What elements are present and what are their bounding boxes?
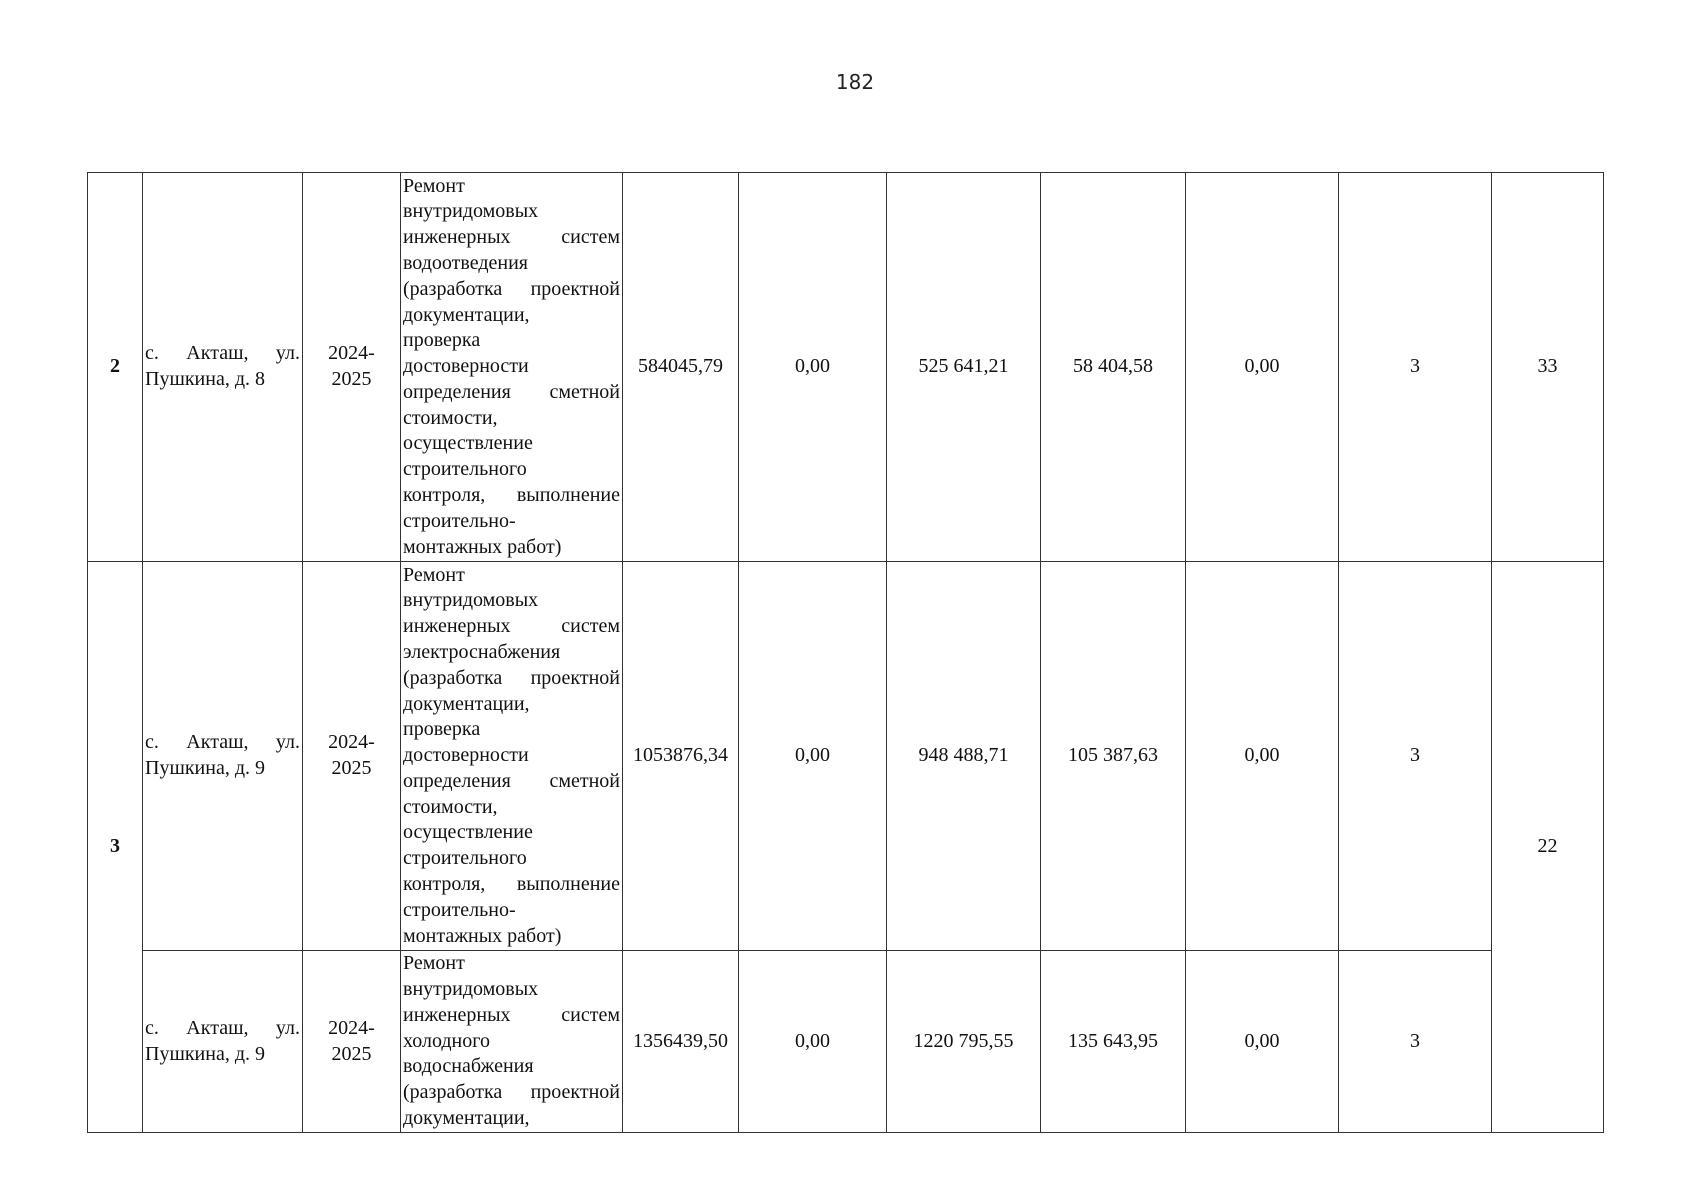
desc-line: монтажных работ) [403, 535, 562, 558]
value-cell: 33 [1492, 173, 1604, 562]
desc-line: (разработка проектной [403, 1081, 620, 1104]
address-line: с. Акташ, ул. [145, 342, 300, 365]
desc-line: строительно- [403, 898, 516, 921]
desc-line: Ремонт [403, 563, 465, 586]
desc-line: стоимости, [403, 795, 498, 818]
desc-line: (разработка проектной [403, 666, 620, 689]
address-line: Пушкина, д. 9 [145, 1042, 266, 1065]
desc-line: Ремонт [403, 952, 465, 975]
value-cell: 3 [1339, 951, 1492, 1133]
desc-line: инженерных систем [403, 1003, 620, 1026]
years-line: 2025 [331, 1042, 372, 1065]
work-description-cell [401, 951, 623, 1133]
desc-line: документации, [403, 692, 530, 715]
desc-line: осуществление [403, 821, 533, 844]
table-row [88, 951, 1604, 1133]
years-cell [303, 562, 401, 951]
value-cell: 0,00 [739, 951, 887, 1133]
value-cell: 1220 795,55 [887, 951, 1041, 1133]
address-line: с. Акташ, ул. [145, 731, 300, 754]
desc-line: строительно- [403, 509, 516, 532]
desc-line: внутридомовых [403, 589, 539, 612]
page-number: 182 [835, 70, 875, 94]
value-cell: 135 643,95 [1041, 951, 1186, 1133]
address-line: с. Акташ, ул. [145, 1016, 300, 1039]
years-cell [303, 173, 401, 562]
value-cell: 948 488,71 [887, 562, 1041, 951]
row-number: 3 [88, 562, 143, 1133]
table-row [88, 562, 1604, 951]
desc-line: осуществление [403, 432, 533, 455]
value-cell: 22 [1492, 562, 1604, 1133]
desc-line: проверка [403, 329, 481, 352]
value-cell: 0,00 [1186, 562, 1339, 951]
desc-line: инженерных систем [403, 226, 620, 249]
value-cell: 3 [1339, 173, 1492, 562]
desc-line: контроля, выполнение [403, 484, 620, 507]
desc-line: Ремонт [403, 174, 465, 197]
row-number: 2 [88, 173, 143, 562]
address-cell [143, 173, 303, 562]
desc-line: достоверности [403, 355, 529, 378]
desc-line: инженерных систем [403, 615, 620, 638]
repair-program-table [87, 172, 1604, 1133]
total-cost-cell: 1356439,50 [623, 951, 739, 1133]
desc-line: монтажных работ) [403, 924, 562, 947]
address-cell [143, 951, 303, 1133]
desc-line: достоверности [403, 744, 529, 767]
years-line: 2025 [331, 368, 372, 390]
table-row [88, 173, 1604, 562]
desc-line: (разработка проектной [403, 277, 620, 300]
desc-line: холодного [403, 1029, 490, 1052]
desc-line: стоимости, [403, 406, 498, 429]
desc-line: внутридомовых [403, 200, 539, 223]
desc-line: электроснабжения [403, 640, 561, 663]
years-line: 2025 [331, 757, 372, 779]
value-cell: 0,00 [1186, 173, 1339, 562]
total-cost-cell: 1053876,34 [623, 562, 739, 951]
total-cost-cell: 584045,79 [623, 173, 739, 562]
desc-line: определения сметной [403, 769, 620, 792]
address-line: Пушкина, д. 8 [145, 368, 266, 390]
desc-line: документации, [403, 1106, 530, 1129]
address-line: Пушкина, д. 9 [145, 757, 266, 779]
desc-line: проверка [403, 718, 481, 741]
value-cell: 0,00 [739, 562, 887, 951]
desc-line: строительного [403, 458, 527, 481]
desc-line: контроля, выполнение [403, 873, 620, 896]
years-cell [303, 951, 401, 1133]
desc-line: водоснабжения [403, 1055, 534, 1078]
work-description-cell [401, 562, 623, 951]
desc-line: строительного [403, 847, 527, 870]
years-line: 2024- [328, 1016, 375, 1039]
value-cell: 525 641,21 [887, 173, 1041, 562]
value-cell: 0,00 [1186, 951, 1339, 1133]
value-cell: 3 [1339, 562, 1492, 951]
years-line: 2024- [328, 342, 375, 365]
desc-line: внутридомовых [403, 978, 539, 1000]
value-cell: 58 404,58 [1041, 173, 1186, 562]
value-cell: 105 387,63 [1041, 562, 1186, 951]
desc-line: водоотведения [403, 251, 528, 274]
desc-line: определения сметной [403, 380, 620, 403]
years-line: 2024- [328, 731, 375, 754]
work-description-cell [401, 173, 623, 562]
desc-line: документации, [403, 303, 530, 326]
address-cell [143, 562, 303, 951]
value-cell: 0,00 [739, 173, 887, 562]
